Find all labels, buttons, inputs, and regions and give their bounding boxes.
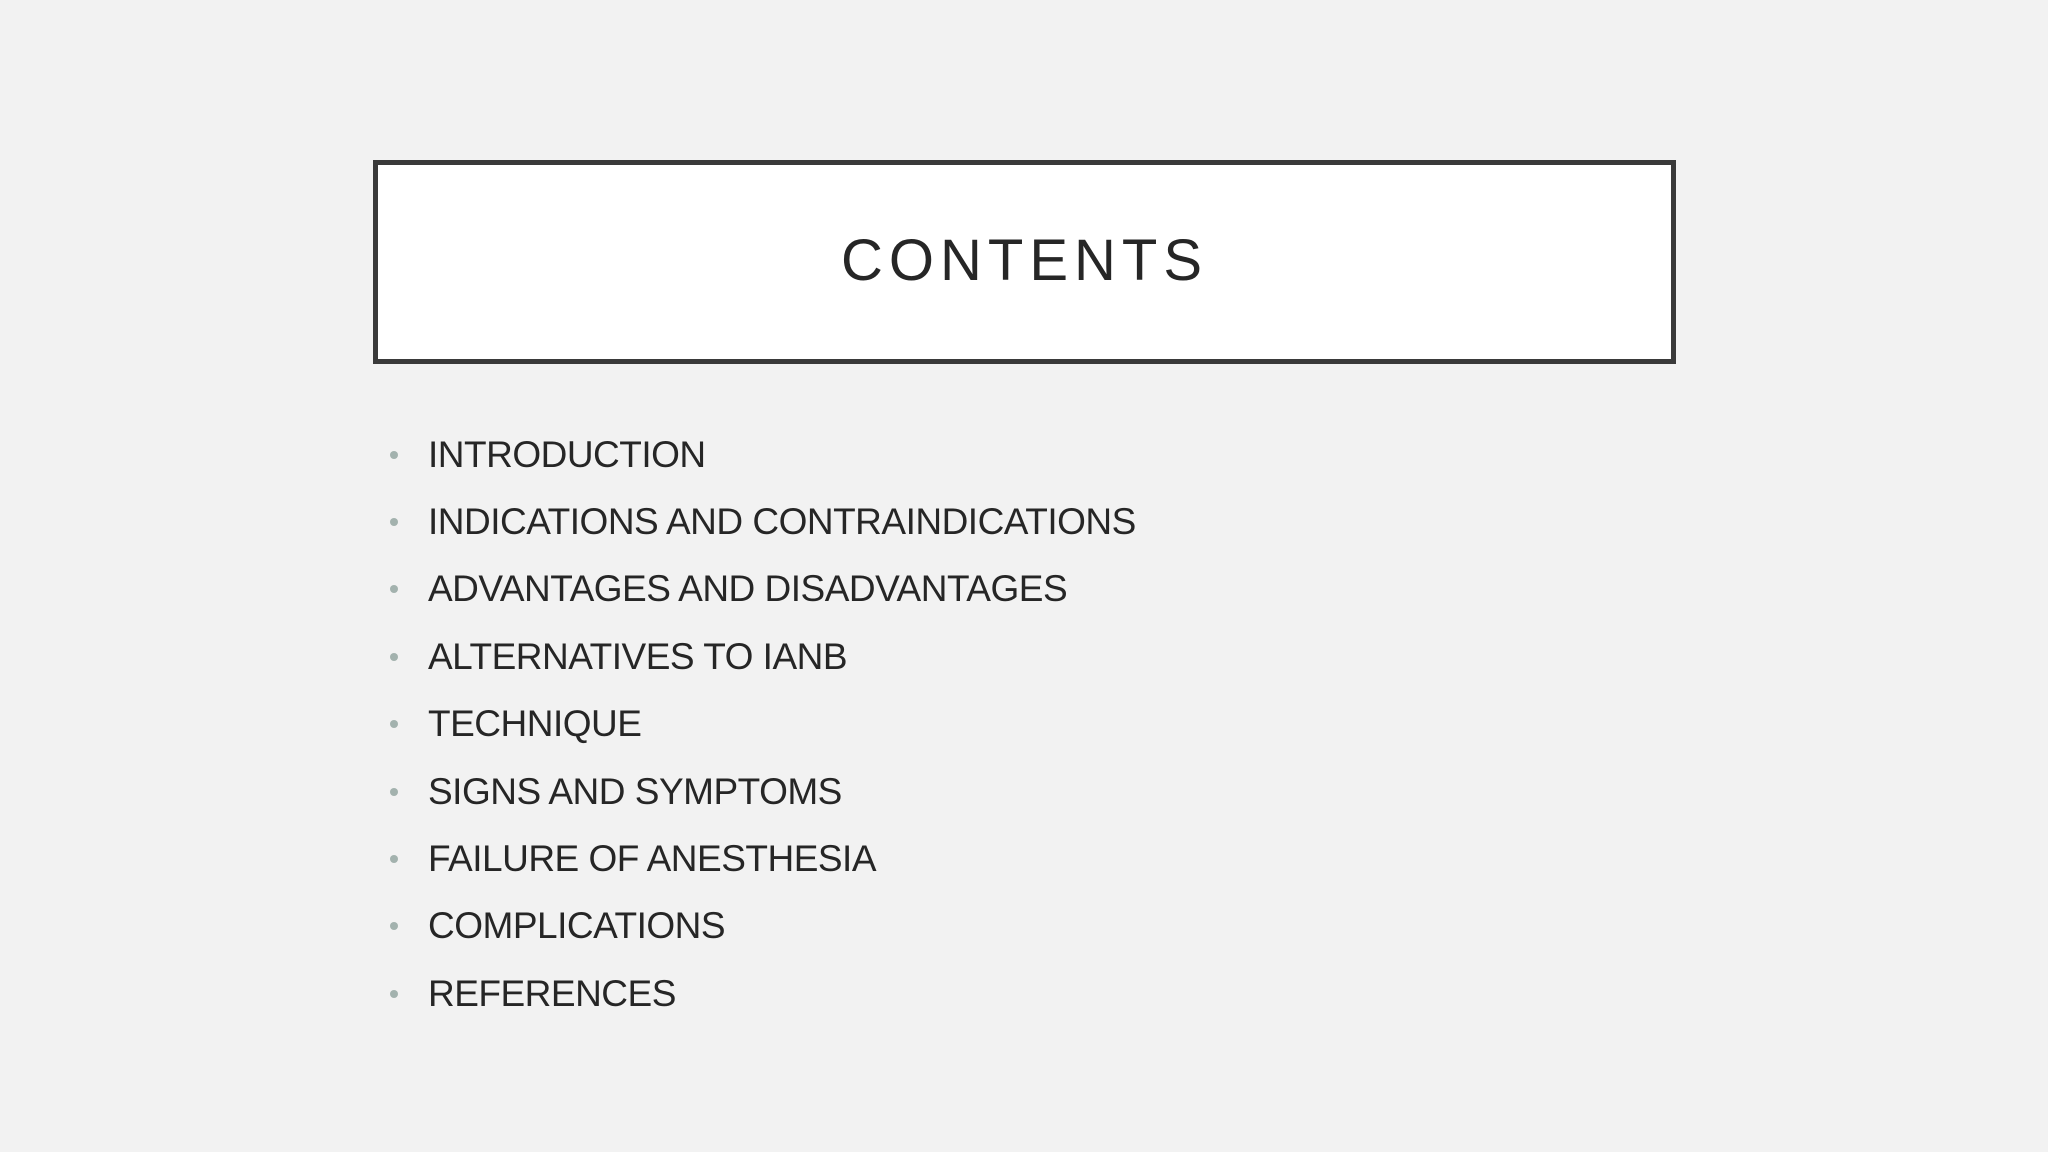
list-item-label: TECHNIQUE bbox=[428, 703, 642, 745]
list-item-label: COMPLICATIONS bbox=[428, 905, 726, 947]
list-item bbox=[390, 623, 1136, 690]
list-item bbox=[390, 691, 1136, 758]
list-item-label: ADVANTAGES AND DISADVANTAGES bbox=[428, 568, 1068, 610]
list-item bbox=[390, 893, 1136, 960]
contents-list bbox=[390, 421, 1136, 1028]
bullet-icon bbox=[390, 922, 398, 930]
list-item-label: ALTERNATIVES TO IANB bbox=[428, 635, 848, 677]
list-item bbox=[390, 825, 1136, 892]
list-item bbox=[390, 960, 1136, 1027]
bullet-icon bbox=[390, 855, 398, 863]
list-item bbox=[390, 421, 1136, 488]
bullet-icon bbox=[390, 653, 398, 661]
bullet-icon bbox=[390, 585, 398, 593]
list-item-label: SIGNS AND SYMPTOMS bbox=[428, 770, 842, 812]
bullet-icon bbox=[390, 720, 398, 728]
bullet-icon bbox=[390, 518, 398, 526]
list-item-label: INTRODUCTION bbox=[428, 433, 706, 475]
bullet-icon bbox=[390, 990, 398, 998]
title-box bbox=[373, 160, 1676, 364]
list-item bbox=[390, 556, 1136, 623]
list-item-label: INDICATIONS AND CONTRAINDICATIONS bbox=[428, 501, 1136, 543]
list-item-label: FAILURE OF ANESTHESIA bbox=[428, 838, 877, 880]
list-item-label: REFERENCES bbox=[428, 972, 676, 1014]
list-item bbox=[390, 758, 1136, 825]
list-item bbox=[390, 488, 1136, 555]
bullet-icon bbox=[390, 451, 398, 459]
bullet-icon bbox=[390, 788, 398, 796]
slide-title: CONTENTS bbox=[841, 227, 1208, 293]
